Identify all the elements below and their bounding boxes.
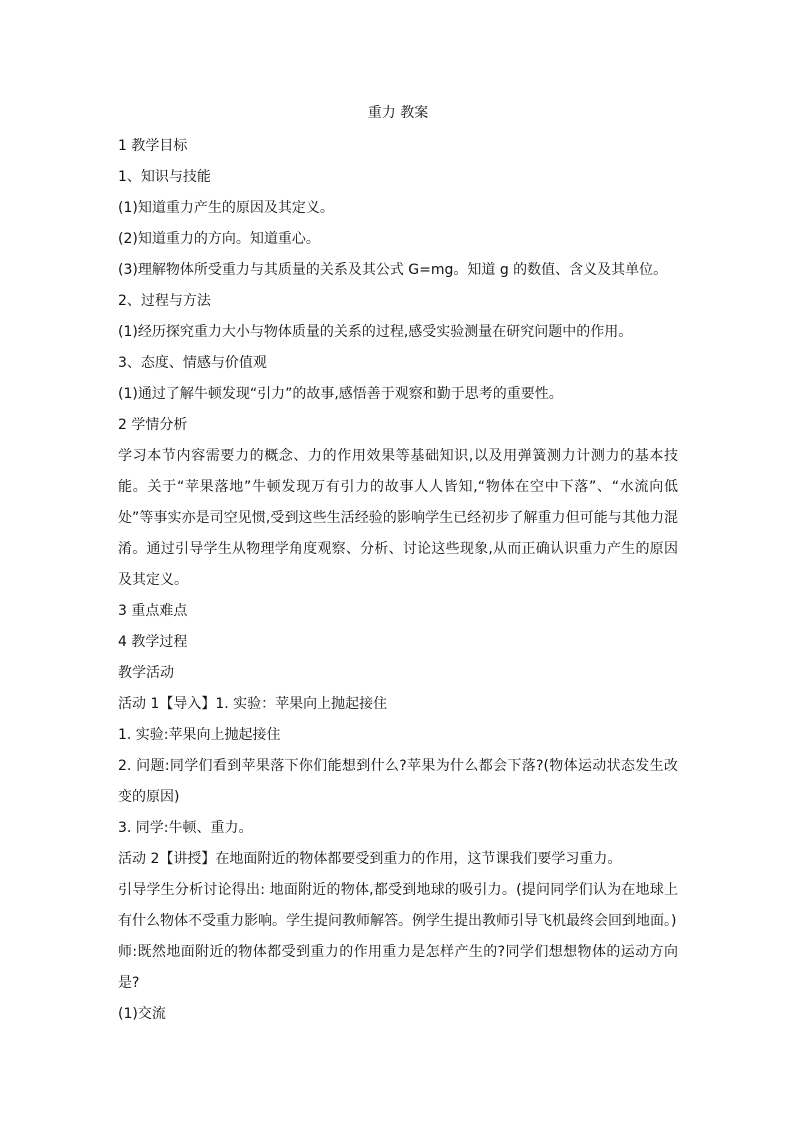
heading-teaching-process: 4 教学过程 bbox=[118, 634, 188, 650]
activity-1-title: 活动 1【导入】1. 实验：苹果向上抛起接住 bbox=[118, 696, 388, 712]
activity-2-title: 活动 2【讲授】在地面附近的物体都要受到重力的作用，这节课我们要学习重力。 bbox=[118, 851, 622, 867]
subheading-attitude-values: 3、态度、情感与价值观 bbox=[118, 355, 267, 371]
subheading-knowledge-skills: 1、知识与技能 bbox=[118, 169, 211, 185]
teaching-activities-label: 教学活动 bbox=[118, 665, 174, 681]
activity-2-teacher-paragraph: 师:既然地面附近的物体都受到重力的作用重力是怎样产生的?同学们想想物体的运动方向是? bbox=[118, 944, 678, 991]
activity-2-exchange: (1)交流 bbox=[118, 1006, 166, 1022]
heading-student-analysis: 2 学情分析 bbox=[118, 417, 188, 433]
process-item-1: (1)经历探究重力大小与物体质量的关系的过程,感受实验测量在研究问题中的作用。 bbox=[118, 324, 633, 340]
goal-item-3: (3)理解物体所受重力与其质量的关系及其公式 G=mg。知道 g 的数值、含义及其单位。 bbox=[118, 262, 668, 278]
attitude-item-1: (1)通过了解牛顿发现“引力”的故事,感悟善于观察和勤于思考的重要性。 bbox=[118, 386, 563, 402]
student-analysis-paragraph: 学习本节内容需要力的概念、力的作用效果等基础知识,以及用弹簧测力计测力的基本技能。关于“苹果落地”牛顿发现万有引力的故事人人皆知,“物体在空中下落”、“水流向低处”等事实亦是司空见惯,受到这些生活经验的影响学生已经初步了解重力但可能与其他力混淆。通过引导学生从物理学角度观察、分析、讨论这些现象,从而正确认识重力产生的原因及其定义。 bbox=[118, 448, 678, 588]
activity-2-guide-paragraph: 引导学生分析讨论得出: 地面附近的物体,都受到地球的吸引力。(提问同学们认为在地球上有什么物体不受重力影响。学生提问教师解答。例学生提出教师引导飞机最终会回到地面。) bbox=[118, 882, 678, 929]
activity-1-step-2: 2. 问题:同学们看到苹果落下你们能想到什么?苹果为什么都会下落?(物体运动状态发生改变的原因) bbox=[118, 758, 678, 805]
heading-teaching-goals: 1 教学目标 bbox=[118, 138, 188, 154]
document-title: 重力 教案 bbox=[367, 105, 429, 121]
activity-1-step-3: 3. 同学:牛顿、重力。 bbox=[118, 820, 253, 836]
subheading-process-methods: 2、过程与方法 bbox=[118, 293, 211, 309]
heading-key-difficulties: 3 重点难点 bbox=[118, 603, 188, 619]
document-page bbox=[118, 100, 678, 1030]
goal-item-1: (1)知道重力产生的原因及其定义。 bbox=[118, 200, 334, 216]
activity-1-step-1: 1. 实验:苹果向上抛起接住 bbox=[118, 727, 281, 743]
goal-item-2: (2)知道重力的方向。知道重心。 bbox=[118, 231, 320, 247]
